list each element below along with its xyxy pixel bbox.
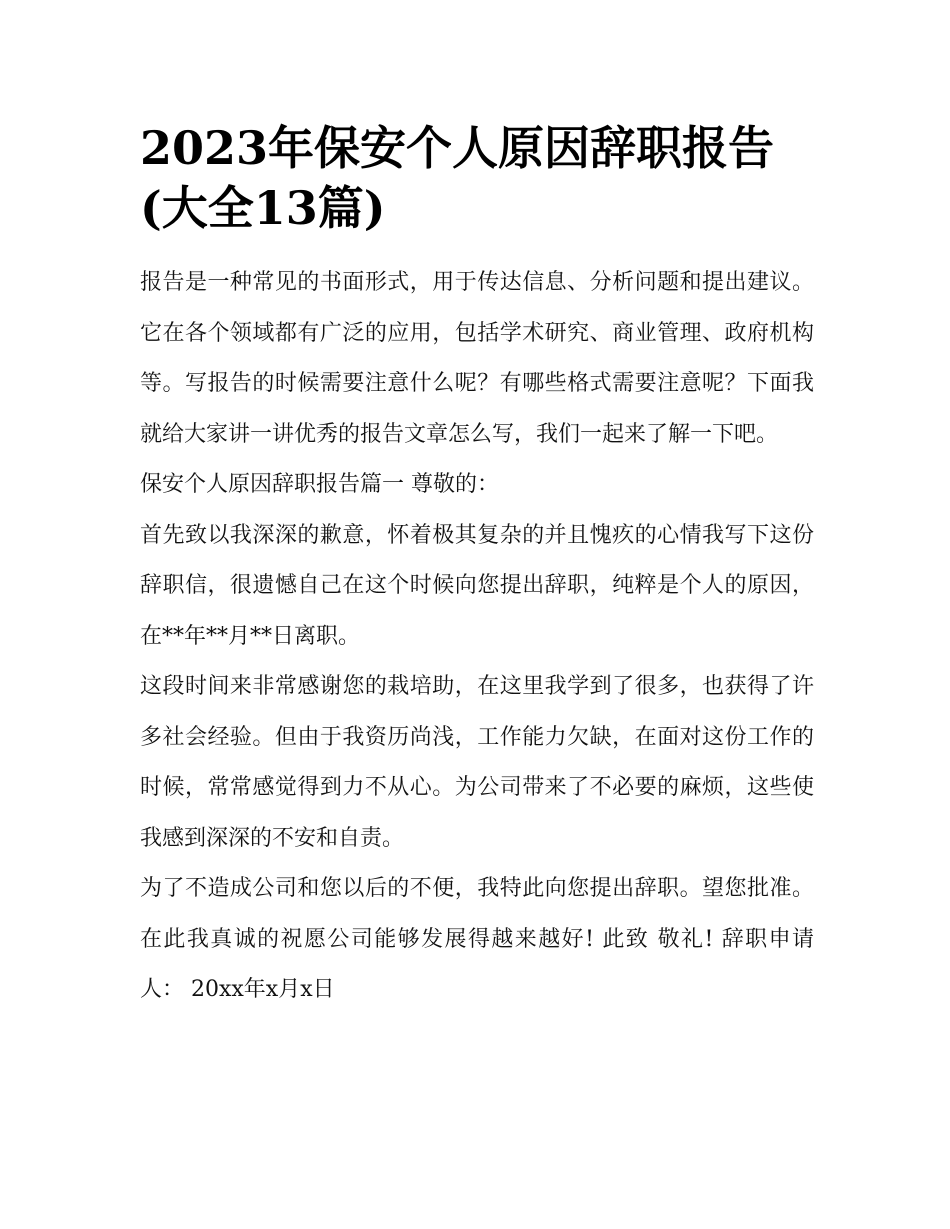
document-body [140, 118, 814, 1016]
gratitude-paragraph: 这段时间来非常感谢您的栽培助，在这里我学到了很多，也获得了许多社会经验。但由于我资历尚浅，工作能力欠缺，在面对这份工作的时候，常常感觉得到力不从心。为公司带来了不必要的麻烦，这些使我感到深深的不安和自责。 [140, 674, 814, 851]
intro-paragraph: 报告是一种常见的书面形式，用于传达信息、分析问题和提出建议。它在各个领域都有广泛的应用，包括学术研究、商业管理、政府机构等。写报告的时候需要注意什么呢？有哪些格式需要注意呢？下面我就给大家讲一讲优秀的报告文章怎么写，我们一起来了解一下吧。 [140, 270, 814, 447]
section-heading-paragraph: 保安个人原因辞职报告篇一 尊敬的： [140, 472, 499, 497]
closing-paragraph: 为了不造成公司和您以后的不便，我特此向您提出辞职。望您批准。 在此我真诚的祝愿公司能够发展得越来越好! 此致 敬礼! 辞职申请人： 20xx年x月x日 [140, 876, 814, 1002]
document-title: 2023年保安个人原因辞职报告(大全13篇) [140, 121, 775, 235]
apology-paragraph: 首先致以我深深的歉意，怀着极其复杂的并且愧疚的心情我写下这份辞职信，很遗憾自己在这个时候向您提出辞职，纯粹是个人的原因，在**年**月**日离职。 [140, 522, 814, 649]
